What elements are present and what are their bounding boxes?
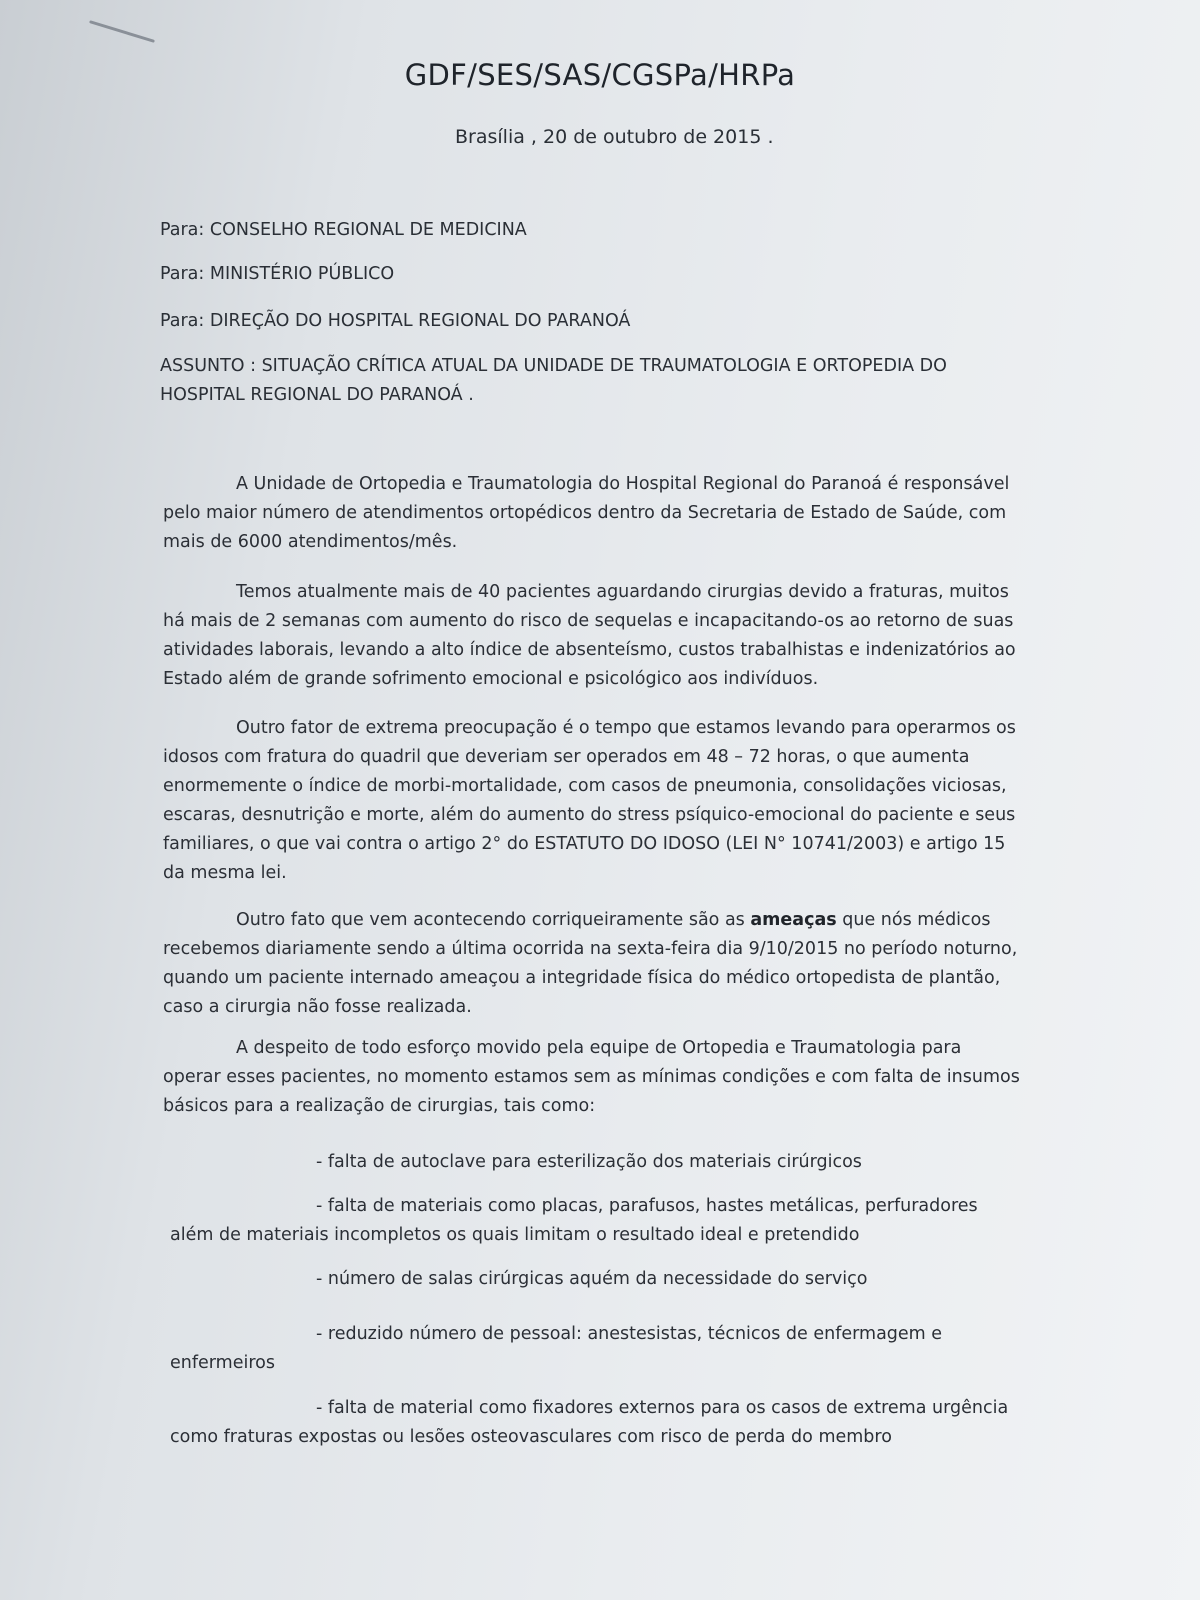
list-item: - falta de material como fixadores externos para os casos de extrema urgência como fraturas expostas ou lesões osteovasculares com risco de perda do membro: [170, 1398, 1009, 1447]
list-item: - reduzido número de pessoal: anestesistas, técnicos de enfermagem e enfermeiros: [170, 1324, 943, 1373]
emphasis-text: ameaças: [750, 910, 837, 930]
body-paragraph: A Unidade de Ortopedia e Traumatologia do Hospital Regional do Paranoá é responsável pelo maior número de atendimentos ortopédicos dentro da Secretaria de Estado de Saúde, com mais de 6000 atendimentos/mês.: [163, 474, 1010, 552]
body-paragraph: Temos atualmente mais de 40 pacientes aguardando cirurgias devido a fraturas, muitos há mais de 2 semanas com aumento do risco de sequelas e incapacitando-os ao retorno de suas atividades laborais, levando a alto índice de absenteísmo, custos trabalhistas e indenizatórios ao Estado além de grande sofrimento emocional e psicológico aos indivíduos.: [163, 582, 1016, 689]
document-header: GDF/SES/SAS/CGSPa/HRPa: [404, 58, 796, 92]
list-item: - falta de autoclave para esterilização dos materiais cirúrgicos: [316, 1152, 862, 1172]
document-date: Brasília , 20 de outubro de 2015 .: [455, 126, 774, 148]
recipient-line: Para: CONSELHO REGIONAL DE MEDICINA: [160, 220, 527, 240]
subject-line: ASSUNTO : SITUAÇÃO CRÍTICA ATUAL DA UNIDADE DE TRAUMATOLOGIA E ORTOPEDIA DO HOSPITAL REGIONAL DO PARANOÁ .: [160, 356, 947, 405]
list-item: - falta de materiais como placas, parafusos, hastes metálicas, perfuradores além de materiais incompletos os quais limitam o resultado ideal e pretendido: [170, 1196, 978, 1245]
body-paragraph: [163, 906, 1023, 1022]
recipient-line: Para: MINISTÉRIO PÚBLICO: [160, 264, 395, 284]
staple-mark: [89, 20, 155, 43]
recipient-line: Para: DIREÇÃO DO HOSPITAL REGIONAL DO PARANOÁ: [160, 311, 631, 331]
text-span: Outro fato que vem acontecendo corriqueiramente são as: [236, 910, 751, 930]
body-paragraph: A despeito de todo esforço movido pela equipe de Ortopedia e Traumatologia para operar esses pacientes, no momento estamos sem as mínimas condições e com falta de insumos básicos para a realização de cirurgias, tais como:: [163, 1038, 1020, 1116]
list-item: - número de salas cirúrgicas aquém da necessidade do serviço: [316, 1269, 868, 1289]
text-span: que nós médicos recebemos diariamente sendo a última ocorrida na sexta-feira dia 9/10/2015 no período noturno, quando um paciente internado ameaçou a integridade física do médico ortopedista de plantão, caso a cirurgia não fosse realizada.: [163, 910, 1018, 1017]
body-paragraph: Outro fator de extrema preocupação é o tempo que estamos levando para operarmos os idosos com fratura do quadril que deveriam ser operados em 48 – 72 horas, o que aumenta enormemente o índice de morbi-mortalidade, com casos de pneumonia, consolidações viciosas, escaras, desnutrição e morte, além do aumento do stress psíquico-emocional do paciente e seus familiares, o que vai contra o artigo 2° do ESTATUTO DO IDOSO (LEI N° 10741/2003) e artigo 15 da mesma lei.: [163, 718, 1016, 883]
